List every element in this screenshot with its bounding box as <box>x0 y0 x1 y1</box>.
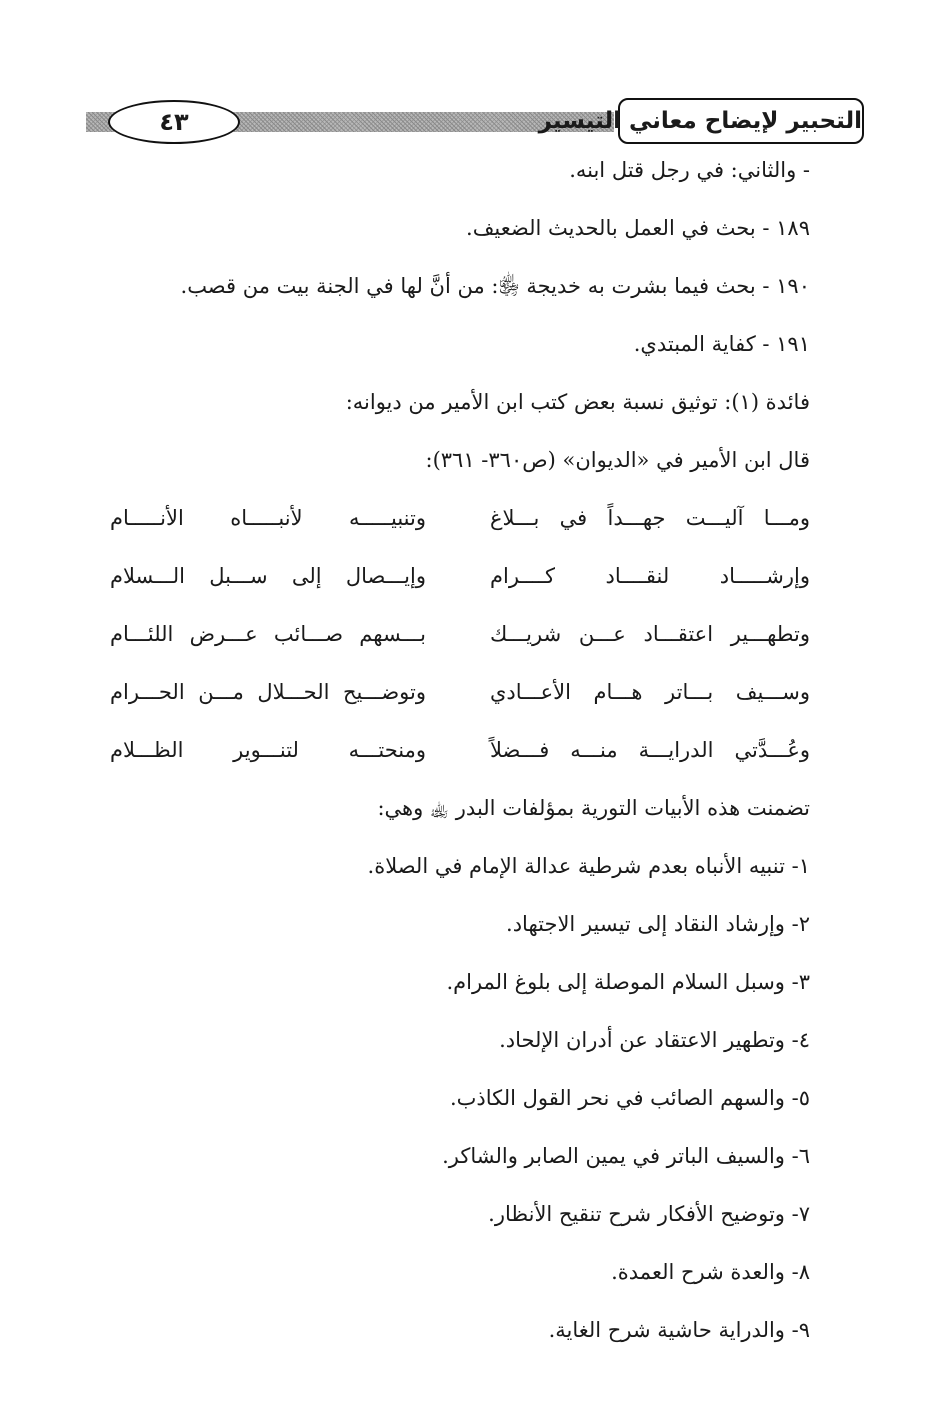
verse-first-hemistich: وســـيف بـــاتر هـــام الأعـــادي <box>490 680 810 704</box>
verse-second-hemistich: بـــسهم صـــائب عـــرض اللئـــام <box>110 622 426 646</box>
page-body <box>110 152 810 1370</box>
verse-first-hemistich: وتطهـــير اعتقـــاد عـــن شريـــك <box>490 622 810 646</box>
text-line-item-191: ١٩١ - كفاية المبتدي. <box>633 332 810 356</box>
text-line-second-case: - والثاني: في رجل قتل ابنه. <box>569 158 810 182</box>
verse-second-hemistich: وتنبيـــــه لأنبـــــاه الأنـــــام <box>110 506 426 530</box>
list-item: ٦- والسيف الباتر في يمين الصابر والشاكر. <box>442 1144 810 1168</box>
verse-second-hemistich: وإيـــصال إلى ســـبل الـــسلام <box>110 564 426 588</box>
poem-verse <box>110 616 810 674</box>
text-line-verses-explanation: تضمنت هذه الأبيات التورية بمؤلفات البدر ﵀ وهي: <box>377 796 810 820</box>
list-item: ٥- والسهم الصائب في نحر القول الكاذب. <box>449 1086 810 1110</box>
book-title: التحبير لإيضاح معاني التيسير <box>618 98 864 144</box>
poem-verse <box>110 674 810 732</box>
list-item: ٤- وتطهير الاعتقاد عن أدران الإلحاد. <box>499 1028 810 1052</box>
page-header <box>86 98 864 146</box>
list-item: ٩- والدراية حاشية شرح الغاية. <box>548 1318 810 1342</box>
verse-first-hemistich: وإرشـــــاد لنقــــاد كــــرام <box>490 564 810 588</box>
poem-verse <box>110 558 810 616</box>
list-item: ١- تنبيه الأنباه بعدم شرطية عدالة الإمام في الصلاة. <box>367 854 810 878</box>
text-line-item-189: ١٨٩ - بحث في العمل بالحديث الضعيف. <box>466 216 810 240</box>
text-line-note-heading: فائدة (١): توثيق نسبة بعض كتب ابن الأمير من ديوانه: <box>345 390 810 414</box>
verse-second-hemistich: وتوضـــيح الحـــلال مـــن الحـــرام <box>110 680 426 704</box>
list-item: ٧- وتوضيح الأفكار شرح تنقيح الأنظار. <box>488 1202 810 1226</box>
list-item: ٨- والعدة شرح العمدة. <box>611 1260 810 1284</box>
text-line-item-190: ١٩٠ - بحث فيما بشرت به خديجة ﵂: من أنَّ لها في الجنة بيت من قصب. <box>180 274 810 298</box>
list-item: ٣- وسبل السلام الموصلة إلى بلوغ المرام. <box>446 970 810 994</box>
verse-second-hemistich: ومنحتـــه لتنـــوير الظـــلام <box>110 738 426 762</box>
verse-first-hemistich: ومـــا آليـــت جهـــداً في بـــلاغ <box>490 506 810 530</box>
poem-verse <box>110 500 810 558</box>
page-number: ٤٣ <box>108 100 240 144</box>
verse-first-hemistich: وعُـــدَّتي الدرايـــة منـــه فـــضلاً <box>490 738 810 762</box>
list-item: ٢- وإرشاد النقاد إلى تيسير الاجتهاد. <box>506 912 810 936</box>
poem-verse <box>110 732 810 790</box>
text-line-quote-intro: قال ابن الأمير في «الديوان» (ص٣٦٠- ٣٦١): <box>425 448 810 472</box>
